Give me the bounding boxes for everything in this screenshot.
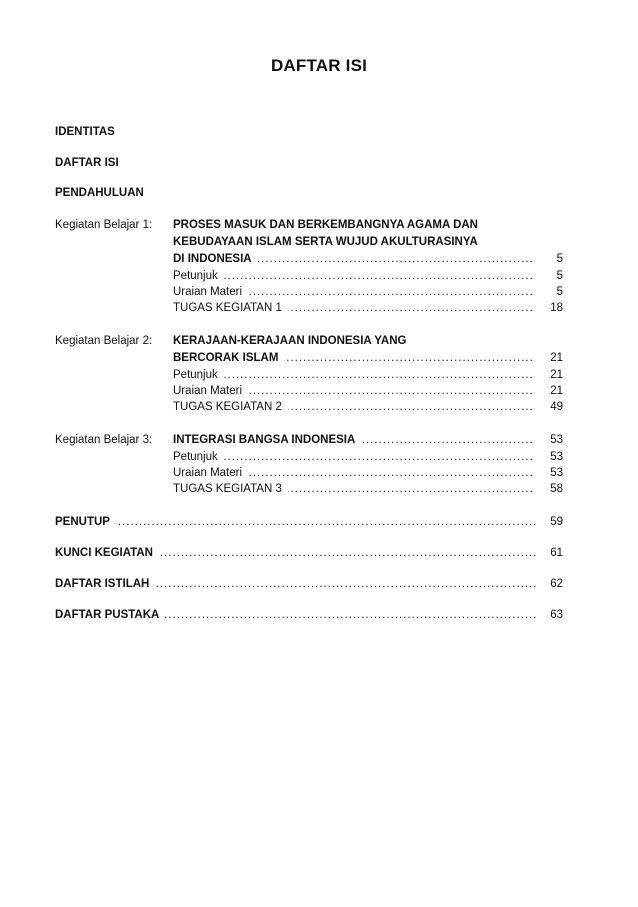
kb1-tugas-label: TUGAS KEGIATAN 1	[173, 302, 288, 314]
kb2-title-entry[interactable]	[173, 352, 535, 367]
kb2-tugas-entry[interactable]	[173, 401, 535, 416]
kb2-petunjuk-label: Petunjuk	[173, 369, 224, 381]
kb3-petunjuk-entry[interactable]	[173, 451, 535, 466]
kb3-tugas-entry[interactable]	[173, 483, 535, 498]
kb3-tugas-page: 58	[550, 483, 563, 495]
kb1-label: Kegiatan Belajar 1:	[55, 219, 153, 231]
toc-daftar-pustaka-label: DAFTAR PUSTAKA	[55, 609, 165, 621]
kb3-tugas-label: TUGAS KEGIATAN 3	[173, 483, 288, 495]
kb1-petunjuk-label: Petunjuk	[173, 270, 224, 282]
toc-penutup[interactable]	[55, 516, 537, 531]
kb1-uraian-entry[interactable]	[173, 286, 535, 301]
kb2-tugas-label: TUGAS KEGIATAN 2	[173, 401, 288, 413]
kb1-petunjuk-page: 5	[556, 270, 563, 282]
toc-daftar-pustaka[interactable]	[55, 609, 537, 624]
kb3-petunjuk-label: Petunjuk	[173, 451, 224, 463]
toc-kunci-kegiatan-page: 61	[550, 547, 563, 559]
kb2-uraian-entry[interactable]	[173, 385, 535, 400]
kb1-title-page: 5	[556, 253, 563, 265]
kb1-uraian-label: Uraian Materi	[173, 286, 248, 298]
kb1-title-entry[interactable]	[173, 253, 535, 268]
toc-pendahuluan[interactable]: PENDAHULUAN	[55, 187, 144, 199]
kb3-title-entry[interactable]	[173, 434, 535, 449]
kb3-uraian-entry[interactable]	[173, 467, 535, 482]
kb1-title-line2[interactable]: KEBUDAYAAN ISLAM SERTA WUJUD AKULTURASINYA	[173, 236, 478, 248]
toc-penutup-label: PENUTUP	[55, 516, 116, 528]
kb2-tugas-page: 49	[550, 401, 563, 413]
kb2-uraian-label: Uraian Materi	[173, 385, 248, 397]
toc-identitas[interactable]: IDENTITAS	[55, 126, 115, 138]
kb2-title-page: 21	[550, 352, 563, 364]
page-title: DAFTAR ISI	[270, 56, 368, 75]
toc-daftar-isi[interactable]: DAFTAR ISI	[55, 157, 119, 169]
kb3-title-line1: INTEGRASI BANGSA INDONESIA	[173, 434, 361, 446]
kb1-petunjuk-entry[interactable]	[173, 270, 535, 285]
toc-kunci-kegiatan[interactable]	[55, 547, 537, 562]
kb2-petunjuk-entry[interactable]	[173, 369, 535, 384]
kb3-title-page: 53	[550, 434, 563, 446]
toc-daftar-istilah-page: 62	[550, 578, 563, 590]
kb1-title-line1[interactable]: PROSES MASUK DAN BERKEMBANGNYA AGAMA DAN	[173, 219, 478, 231]
kb2-petunjuk-page: 21	[550, 369, 563, 381]
kb2-title-line2: BERCORAK ISLAM	[173, 352, 284, 364]
kb2-uraian-page: 21	[550, 385, 563, 397]
toc-daftar-pustaka-page: 63	[550, 609, 563, 621]
toc-daftar-istilah[interactable]	[55, 578, 537, 593]
kb1-uraian-page: 5	[556, 286, 563, 298]
kb2-title-line1[interactable]: KERAJAAN-KERAJAAN INDONESIA YANG	[173, 335, 407, 347]
kb1-title-line3: DI INDONESIA	[173, 253, 258, 265]
kb3-uraian-label: Uraian Materi	[173, 467, 248, 479]
kb3-uraian-page: 53	[550, 467, 563, 479]
toc-daftar-istilah-label: DAFTAR ISTILAH	[55, 578, 155, 590]
toc-penutup-page: 59	[550, 516, 563, 528]
toc-kunci-kegiatan-label: KUNCI KEGIATAN	[55, 547, 159, 559]
kb1-tugas-page: 18	[550, 302, 563, 314]
kb1-tugas-entry[interactable]	[173, 302, 535, 317]
kb3-petunjuk-page: 53	[550, 451, 563, 463]
kb3-label: Kegiatan Belajar 3:	[55, 434, 153, 446]
kb2-label: Kegiatan Belajar 2:	[55, 335, 153, 347]
